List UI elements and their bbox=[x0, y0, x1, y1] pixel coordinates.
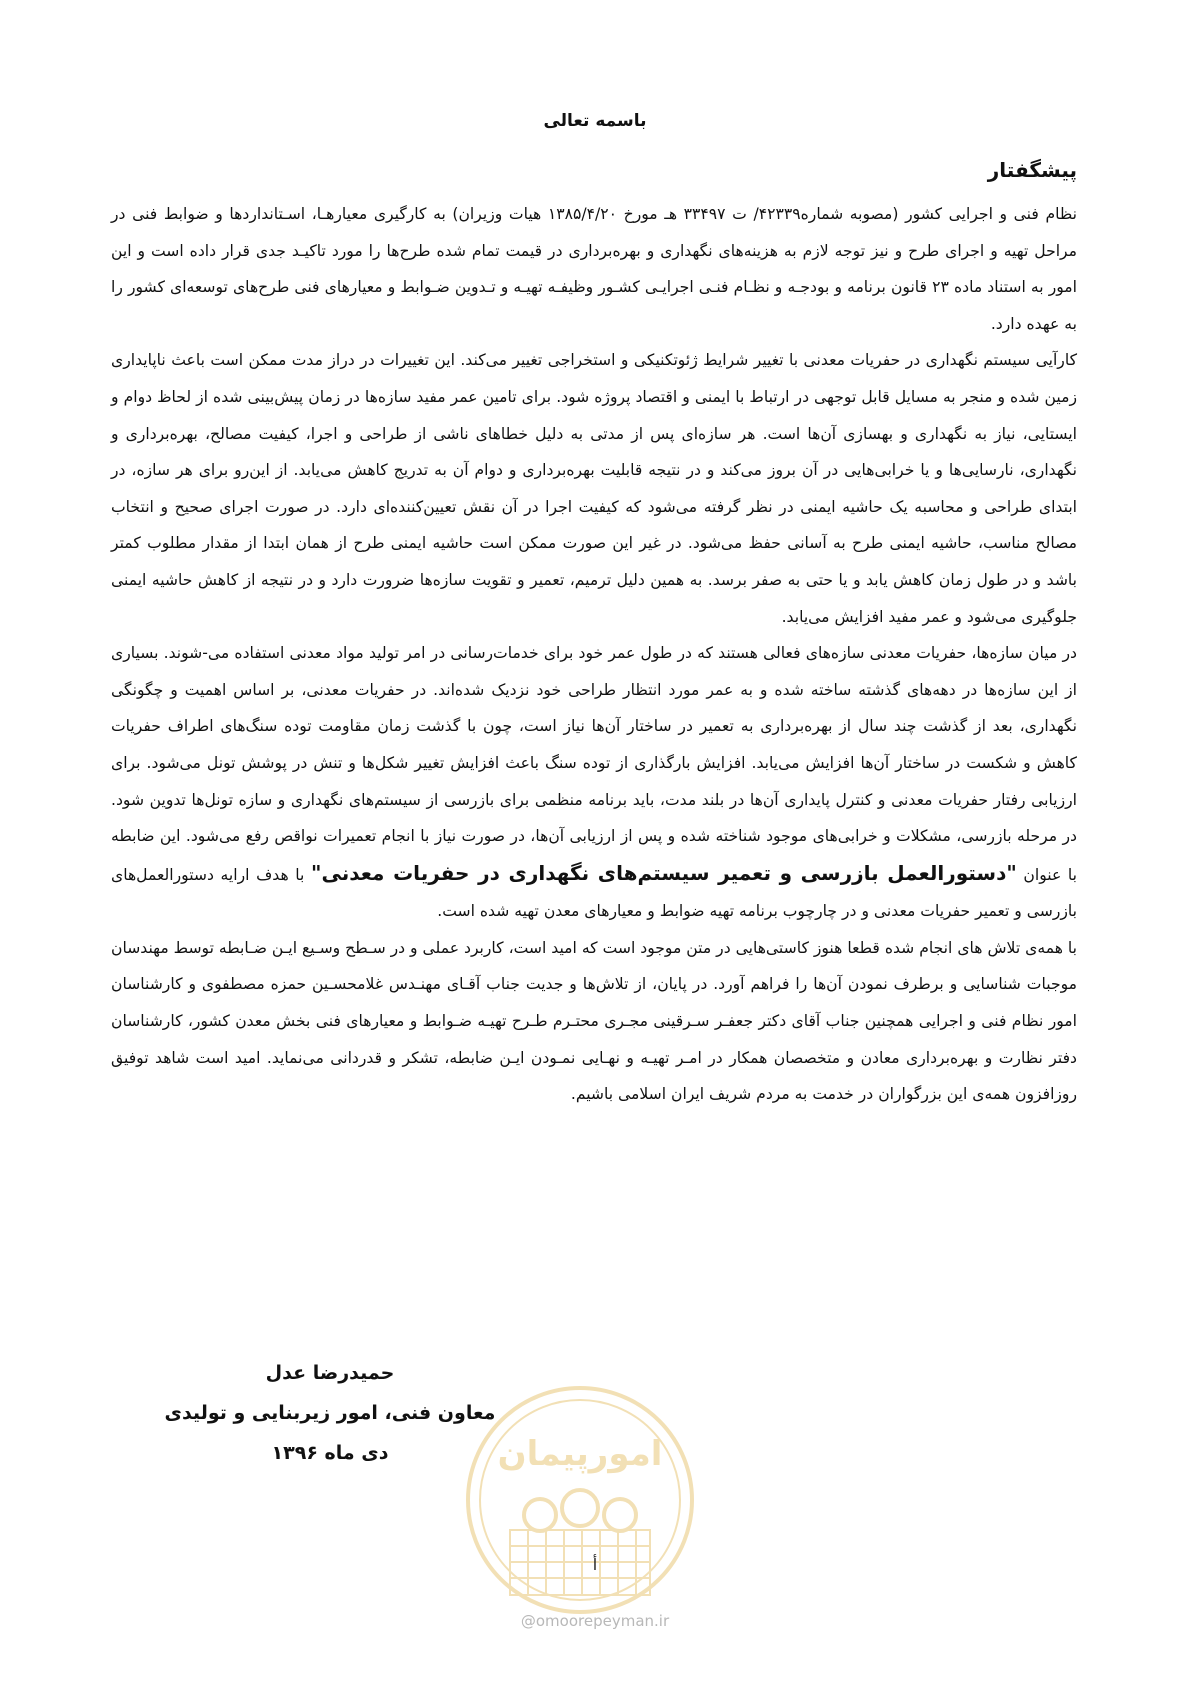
paragraph-3-text-after: با هدف ارایه دستورالعمل‌های بازرسی و تعمیر حفریات معدنی و در چارچوب برنامه تهیه ضوابط و معیارهای معدن تهیه شده است. bbox=[111, 865, 1077, 921]
signer-name: حمیدرضا عدل bbox=[265, 1362, 395, 1384]
signature-block bbox=[130, 1353, 530, 1473]
page-number: أ bbox=[592, 1555, 598, 1574]
paragraph-3-text-before: در میان سازه‌ها، حفریات معدنی سازه‌های فعالی هستند که در طول عمر خود برای خدمات‌رسانی در امر تولید مواد معدنی استفاده می-شوند. بسیاری از این سازه‌ها در دهه‌های گذشته ساخته شده و به عمر مورد انتظار طراحی خود نزدیک شده‌اند. در حفریات معدنی، بر اساس اهمیت و چگونگی نگهداری، بعد از گذشت چند سال از بهره‌برداری به تعمیر در ساختار آن‌ها نیاز است، چون با گذشت زمان مقاومت توده سنگ‌های اطراف حفریات کاهش و شکست در ساختار آن‌ها افزایش می‌یابد. افزایش بارگذاری از توده سنگ باعث افزایش تغییر شکل‌ها و تنش در پوشش تونل می‌شود. برای ارزیابی رفتار حفریات معدنی و کنترل پایداری آن‌ها در بلند مدت، باید برنامه منظمی برای بازرسی از سیستم‌های نگهداری و سازه تونل‌ها تدوین شود. در مرحله بازرسی، مشکلات و خرابی‌های موجود شناخته شده و پس از ارزیابی آن‌ها، در صورت نیاز با انجام تعمیرات نواقص رفع می‌شود. این ضابطه با عنوان bbox=[111, 644, 1078, 884]
stamp-text: امورپیمان bbox=[497, 1434, 663, 1474]
page-header-title: باسمه تعالی bbox=[543, 111, 647, 131]
document-title-bold: "دستورالعمل بازرسی و تعمیر سیستم‌های نگهداری در حفریات معدنی" bbox=[311, 860, 1017, 885]
paragraph-4: با همه‌ی تلاش های انجام شده قطعا هنوز کاستی‌هایی در متن موجود است که امید است، کاربرد عملی و در سـطح وسـیع ایـن ضـابطه توسط مهندسان موجبات شناسایی و برطرف نمودن آن‌ها را فراهم آورد. در پایان، از تلاش‌ها و جدیت جناب آقـای مهنـدس غلامحسـین حمزه مصطفوی و کارشناسان امور نظام فنی و اجرایی همچنین جناب آقای دکتر جعفـر سـرقینی مجـری محتـرم طـرح تهیـه ضـوابط و معیارهای فنی بخش معدن کشور، کارشناسان دفتر نظارت و بهره‌برداری معادن و متخصصان همکار در امـر تهیـه و نهـایی نمـودن ایـن ضابطه، تشکر و قدردانی می‌نماید. امید است شاهد توفیق روزافزون همه‌ی این بزرگواران در خدمت به مردم شریف ایران اسلامی باشیم. bbox=[111, 938, 1077, 1104]
paragraph-1: نظام فنی و اجرایی کشور (مصوبه شماره۴۲۳۳۹/ ت ۳۳۴۹۷ هـ مورخ ۱۳۸۵/۴/۲۰ هیات وزیران) به کارگیری معیارهـا، اسـتانداردها و ضوابط فنی در مراحل تهیه و اجرای طرح و نیز توجه لازم به هزینه‌های نگهداری و بهره‌برداری در قیمت تمام شده طرح‌ها را مورد تاکیـد جدی قرار داده است و این امور به استناد ماده ۲۳ قانون برنامه و بودجـه و نظـام فنـی اجرایـی کشـور وظیفـه تهیـه و تـدوین ضـوابط و معیارهای فنی طرح‌های توسعه‌ای کشور را به عهده دارد. bbox=[111, 205, 1077, 333]
signature-date: دی ماه ۱۳۹۶ bbox=[271, 1442, 389, 1464]
signer-role: معاون فنی، امور زیربنایی و تولیدی bbox=[164, 1402, 496, 1424]
body-text bbox=[111, 196, 1077, 1113]
watermark-text: @omoorepeyman.ir bbox=[520, 1612, 670, 1630]
section-heading: پیشگفتار bbox=[987, 158, 1077, 182]
paragraph-2: کارآیی سیستم نگهداری در حفریات معدنی با تغییر شرایط ژئوتکنیکی و استخراجی تغییر می‌کند. این تغییرات در دراز مدت ممکن است باعث ناپایداری زمین شده و منجر به مسایل قابل توجهی در ارتباط با ایمنی و اقتصاد پروژه شود. برای تامین عمر مفید سازه‌ها در زمان پیش‌بینی شده از لحاظ دوام و ایستایی، نیاز به نگهداری و بهسازی آن‌ها است. هر سازه‌ای پس از مدتی به دلیل خطاهای ناشی از طراحی و اجرا، کیفیت مصالح، بهره‌برداری و نگهداری، نارسایی‌ها و یا خرابی‌هایی در آن بروز می‌کند و در نتیجه قابلیت بهره‌برداری و دوام آن به تدریج کاهش می‌یابد. از این‌رو برای هر سازه، در ابتدای طراحی و محاسبه یک حاشیه ایمنی در نظر گرفته می‌شود که کیفیت اجرا در آن نقش تعیین‌کننده‌ای دارد. در صورت اجرای صحیح و انتخاب مصالح مناسب، حاشیه ایمنی طرح به آسانی حفظ می‌شود. در غیر این صورت ممکن است حاشیه ایمنی طرح از همان ابتدا از مقدار مطلوب کمتر باشد و در طول زمان کاهش یابد و یا حتی به صفر برسد. به همین دلیل ترمیم، تعمیر و تقویت سازه‌ها ضرورت دارد و در نتیجه از کاهش حاشیه ایمنی جلوگیری می‌شود و عمر مفید افزایش می‌یابد. bbox=[111, 351, 1077, 626]
paragraph-3 bbox=[111, 635, 1077, 930]
